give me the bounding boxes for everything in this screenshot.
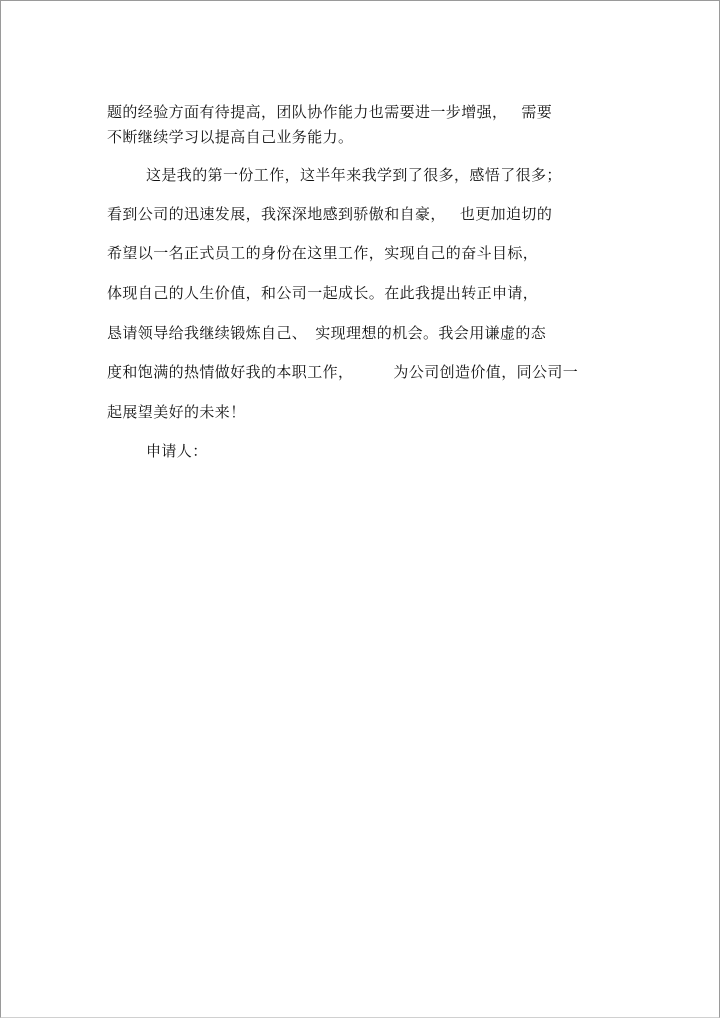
text-fragment: 需要	[521, 103, 553, 121]
text-line-3: 这是我的第一份工作，这半年来我学到了很多，感悟了很多；	[146, 166, 562, 184]
text-fragment: 看到公司的迅速发展，我深深地感到骄傲和自豪，	[107, 205, 446, 223]
signature-label: 申请人：	[146, 442, 208, 460]
text-line-9: 起展望美好的未来！	[107, 403, 246, 421]
text-line-5: 希望以一名正式员工的身份在这里工作，实现自己的奋斗目标，	[107, 244, 539, 262]
text-line-7	[107, 324, 546, 342]
text-line-4	[107, 205, 552, 223]
text-fragment: 实现理想的机会。我会用谦虚的态	[315, 324, 547, 342]
text-fragment: 为公司创造价值，同公司一	[393, 363, 579, 381]
text-fragment: 题的经验方面有待提高，团队协作能力也需要进一步增强，	[107, 103, 508, 121]
text-fragment: 恳请领导给我继续锻炼自己、	[107, 324, 308, 342]
text-fragment: 也更加迫切的	[459, 205, 553, 223]
text-line-2: 不断继续学习以提高自己业务能力。	[107, 128, 354, 146]
text-line-6: 体现自己的人生价值，和公司一起成长。在此我提出转正申请，	[107, 284, 539, 302]
text-fragment: 度和饱满的热情做好我的本职工作，	[107, 363, 354, 381]
text-line-1	[107, 103, 552, 121]
text-line-8	[107, 363, 578, 381]
